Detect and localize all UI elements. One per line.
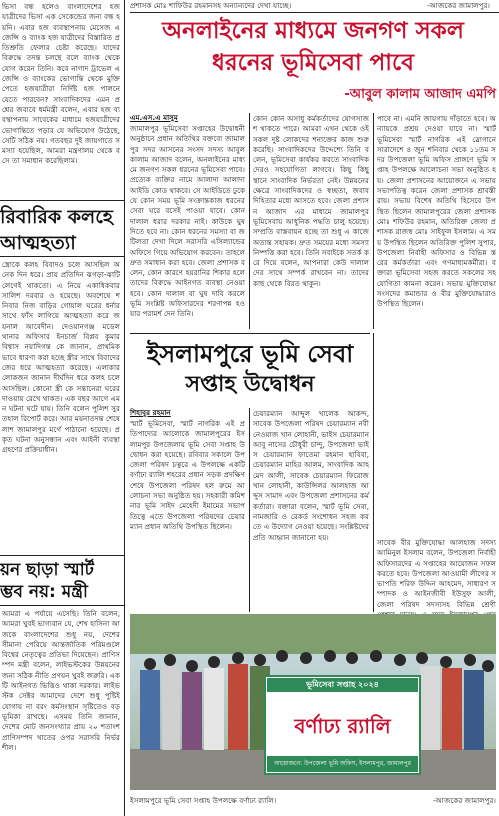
top-rule (130, 12, 499, 13)
banner-bottom-text: আয়োজনে: উপজেলা ভূমি অফিস, ইসলামপুর, জামালপুর (274, 760, 411, 767)
main-col-rule-2 (373, 113, 374, 329)
left-story1-text: ভিসা বন্ধ হলেও বাংলাদেশের হজযাত্রীদের ভিসা এক সেকেন্ডের জন্য বন্ধ হয়নি। এবার হজ ব্যবস্থাপনায় মেসেজ এজেন্সি ও ব্যাংক হজ যাত্রীদের বিস্তারিত প্রতিশ্রুতি ফেলার চেষ্টা করেছে। যাদের বিরুদ্ধে তদন্ত চলছে বলে ব্যাংক থেকে যোগ করেন তিনি। কবে নাগাদ ট্রাভেল এজেন্সি ও ব্যাংকের ভোগান্তি থেকে মুক্তি পেতে হজযাত্রীরা নির্দিষ্ট হজ পালনে যেতে পারবেন? সাংবাদিকদের এমন প্রশ্নের জবাবে ধর্মমন্ত্রী বলেন, এবার হজ ব্যবস্থাপনায় সাবেকের মাধ্যমে হজযাত্রীদের ভোগান্তিতে পড়ার যে অভিযোগ উঠেছে, সেটি সঠিক নয়। গতবছর দুই জায়গাতে সমস্যা হয়েছিল, আমরা মন্ত্রণালয় থেকে বসে তা সমাধান করেছিলাম। (2, 2, 120, 166)
second-headline-line1: ইসলামপুরে ভূমি সেবা (146, 340, 354, 368)
left-rule-2 (0, 256, 124, 257)
left-story3-text: আমরা এ পর্যায়ে এসেছি। তিনি বলেন, আমরা খুবই ভাগ্যবান যে, শেখ হাসিনা আজকে বাংলাদেশের শুধু নয়, দেশের সীমানা পেরিয়ে আন্তর্জাতিক পরিমণ্ডলে বিশ্বের নেতৃত্বের প্রতিভা দিয়েছেন। প্রাণিসম্পদ মন্ত্রী বলেন, লাইভস্টকের উন্নয়নের জন্য সঠিক নীতি প্রণয়ন খুবই জরুরি। একটি আইনগত ভিত্তিও থাকা দরকার। লাইভস্টক সেক্টর আমাদের দেশে শুধু পুষ্টিই যোগায় না বরং কর্মসংস্থান সৃষ্টিতেও বড় ভূমিকা রাখছে। এসময় তিনি জানান, দেশের মোট জনসংখ্যার প্রায় ২০ শতাংশ প্রাণিসম্পদ খাতের ওপর সরাসরি নির্ভরশীল। (2, 609, 120, 752)
left-rule-3 (0, 555, 124, 556)
banner-main-text: বর্ণাঢ্য র‍্যালি (294, 714, 391, 738)
second-headline-line2: সপ্তাহ উদ্বোধন (185, 372, 315, 397)
top-caption-credit: -আজকের জামালপুর। (427, 1, 490, 10)
left-column-rule (124, 0, 125, 816)
left-story2-text: স্ত্রোকে কলহ বিবাদও চলে আসছিল অনেক দিন ধরে। প্রায় প্রতিদিন ঝগড়া-ঝাটি লেগেই থাকতো। এ নিয়ে একাধিকবার সালিশ দরবার ও হয়েছে। অবশেষে শনিবার নিজ বাড়ির গোয়াল ঘরের ধর্নার সাথে ফাঁস লাগিয়ে আত্মহত্যা করে জয়নাল আবেদীন। দেওয়ানগঞ্জ মডেল থানার অফিসার ইনচার্জ বিপ্লব কুমার বিশ্বাস নয়াদিগন্ত কে জানান, প্রাথমিকভাবে ধারণা করা হচ্ছে স্ত্রীর সাথে বিবাদের জের ধরে আত্মহত্যা করেছে। এলাকার লোকজন জানান দীর্ঘদিন ধরে কলহ চলে আসছিল। কোনো স্ত্রী কে সন্তানেরা ঘরের দাওয়ায় রেখে থাকত। এক বছর আগে এমন ঘটনা ঘটে যায়। তিনি বলেন পুলিশ সুরতহাল রিপোর্ট করে। আর ময়নাতদন্ত শেষে লাশ জামালপুর মর্গে পাঠানো হয়েছে। প্রকৃত ঘটনা অনুসন্ধান এবং আইনী ব্যবস্থা গ্রহণের প্রক্রিয়াধীন। (2, 260, 120, 455)
second-col3: সাবেক বীর মুক্তিযোদ্ধা আলহাজ সদস্য আমিনুল ইসলাম বলেন, উপজেলা নির্বাহী অফিসারদের এ সপ্তাহের আয়োজন সফল করতে হবে। উপজেলা আওয়ামী লীগের সভাপতি শরিফ উদ্দিন আহমেদ, সাধারণ সম্পাদক ও আইনজীবী ইউসুফ আলী, জেলা পরিষদ সদস্যসহ বিভিন্ন শ্রেণী (377, 538, 496, 609)
main-col-rule-1 (249, 113, 250, 329)
main-col2: কোন কোন অসাধু কর্মকর্তাদের যোগসাজশ থাকতে পারে। আমরা এখন থেকে ওই সকল দুষ্ট লোকদের শনাক্তের কাজ শুরু করেছি। সাংবাদিকদের উদ্দেশ্যে তিনি বলেন, ভূমিসেবা কার্যকর করতে সাংবাদিকদেরও সহযোগিতা লাগবে। কিছু কিছু স্থানে সাংবাদিক নির্ভরতা নেই। উন্নয়নের ক্ষেত্রে সাংবাদিকদের ও স্বচ্ছতা, জবাবদিহিতার মধ্যে আসতে হবে। জেলা প্রশাসন আজাদ এর মাধ্যমে জামালপুর ভূমিসেবায় আধুনিক পদ্ধতি চালু হয়েছে। সম্প্রতি বাস্তবায়ন হচ্ছে তা শুধু এ কাজে অত্যন্ত সহায়ক। দ্রুত সময়ের মধ্যে সমস্যা নিষ্পত্তি করা হবে। তিনি সবাইকে সতর্ক করে দিয়ে বলেন, আপনারা কেউ দালালদের সাথে সম্পর্ক রাখবেন না। তাদের কাছ থেকে বিরত থাকুন। (253, 114, 369, 288)
second-col1: স্মার্ট ভূমিসেবা, স্মার্ট নাগরিক এই প্রতিপাদ্যের আলোকে জামালপুরের ইসলামপুর উপজেলায় ভূমি সেবা সপ্তাহ উদ্বোধন করা হয়েছে। রবিবার সকালে উপজেলা পরিষদ চত্বরে এ উপলক্ষে একটি বর্ণাঢ্য র‍্যালি শহরের প্রধান সড়ক প্রদক্ষিণ শেষে উপজেলা পরিষদ হল রুমে আলোচনা সভা অনুষ্ঠিত হয়। সহকারী কমিশনার ভূমি সাইদ মেহেদী ইমামের সভাপতিত্বে এতে উপজেলা পরিষদের চেয়ারম্যান প্রধান অতিথি উপস্থিত ছিলেন। (130, 419, 245, 531)
top-photo-caption-strip (130, 0, 490, 12)
left-headline-minister: ম্ভব নয়: মন্ত্রী (0, 582, 88, 602)
second-col-rule-2 (373, 333, 374, 612)
photo-caption-credit: -আজকের জামালপুর। (433, 796, 496, 805)
second-top-rule (130, 333, 370, 334)
left-headline-smart: য়ন ছাড়া স্মার্ট (0, 560, 94, 580)
main-reporter: এম.এস.এ মাসুম (130, 113, 178, 122)
banner-top-text: ভূমিসেবা সপ্তাহ ২০২৪ (306, 680, 379, 689)
main-byline: -আবুল কালাম আজাদ এমপি (344, 87, 496, 102)
rally-photo (130, 614, 496, 790)
left-headline-family-feud: রিবারিক কলহে (0, 206, 113, 228)
main-headline-line2: ধরনের ভূমিসেবা পাবে (212, 50, 414, 76)
photo-caption (130, 795, 496, 809)
main-headline-line1: অনলাইনের মাধ্যমে জনগণ সকল (162, 18, 464, 44)
left-rule-1 (0, 200, 124, 201)
left-headline-suicide: আত্মহত্যা (0, 232, 76, 254)
second-reporter: শিহাবুর রহমান (130, 408, 171, 417)
main-col1: জামালপুর ভূমিসেবা সপ্তাহের উদ্বোধনী অনুষ্ঠানে প্রধান অতিথির বক্তব্যে জামালপুর সদর আসনের সংসদ সদস্য আবুল কালাম আজাদ বলেন, অনলাইনের মাধ্যমে জনগণ সকল ধরনের ভূমিসেবা পাবে। প্রত্যেক ব্যক্তির নামে আলাদা আলাদা আইডি কোড থাকবে। সে আইডিতে ঢুকে যে কোন সময় ভূমি সংক্রান্তকাজ ধরনের সেবা ঘরে বসেই পাওয়া যাবে। কোন দালাল ধরার দরকার নাই। কাউকে ঘুষ দিতে হবে না। কোন ধরনের সমস্যা বা জটিলতা দেখা দিলে সরাসরি এসিল্যান্ডের অফিসে গিয়ে অভিযোগ করবেন। তাহলে দ্রুত সমাধান করা হবে। জেলা প্রশাসক বলেন, কোন কারণে হয়রানির শিকার হলে তাদের বিরুদ্ধে আইনগত ব্যবস্থা নেওয়া হবে। কোন দালাল বা ঘুষ দাবি করলে ভূমি সংশ্লিষ্ট অফিসারদের শরণাপন্ন হওয়ার পরামর্শ দেন তিনি। (130, 124, 245, 319)
second-col-rule-1 (249, 408, 250, 612)
photo-caption-text: ইসলামপুরে ভূমি সেবা সপ্তাহ উপলক্ষে বর্ণাঢ্য র‍্যালি। (130, 796, 277, 805)
main-col3: পাবে না। এমনি জায়গায় দাঁড়াতে হবে। অন্যায়কে প্রশ্রয় দেওয়া যাবে না। স্মার্ট ভূমিসেবা স্মার্ট নাগরিক এই স্লোগানে সারাদেশে ৪ জুন শনিবার থেকে ১১তম সদর উপজেলা ভূমি অফিস প্রাঙ্গণে ভূমি সপ্তাহ উপলক্ষে আলোচনা সভা অনুষ্ঠিত হয়। জেলা প্রশাসনের আয়োজনে এ সভায় সভাপতিত্ব করেন জেলা প্রশাসক শ্রাবস্তী রায়। সভায় বিশেষ অতিথি হিসেবে উপস্থিত ছিলেন জামালপুরের জেলা প্রশাসক মোঃ শফিউর রহমান, অতিরিক্ত জেলা প্রশাসক রাজস্ব মোঃ সাইফুল ইসলাম। এ সময় উপস্থিত ছিলেন অতিরিক্ত পুলিশ সুপার, উপজেলা নির্বাহী অফিসার ও বিভিন্ন স্তরের কর্মকর্তারা এবং গণমাধ্যমকর্মীরা। বক্তারা ভূমিসেবা সহজ করতে সকলের সহযোগিতা কামনা করেন। সভায় মুক্তিযোদ্ধা সংসদের কমান্ডার ও বীর মুক্তিযোদ্ধারাও উপস্থিত ছিলেন। (377, 114, 496, 309)
second-col2: চেয়ারম্যান আব্দুল খালেক আকন্দ, সাবেক উপজেলা পরিষদ চেয়ারম্যান নবী নেওয়াজ খান লোহানী, ভাইস চেয়ারম্যান আবু নাসের চৌধুরী চান্দু, উপজেলা ভাইস চেয়ারম্যান ফাতেমা রহমান হাবিবা, চেয়ারম্যান মাহির আলম, সাংবাদিক আহমেদ আলী, সাবেক চেয়ারম্যান ফিরোজ খান লোহানী, কাউন্সিলর আলহাজ আব্দুস সামাদ এবং উপজেলা প্রশাসনের কর্মকর্তারা। বক্তারা বলেন, স্মার্ট ভূমি সেবা, নামজারি ও রেকর্ড সংশোধন সহজ করতে এ উদ্যোগ নেওয়া হয়েছে। সংশ্লিষ্টদের প্রতি আহ্বান জানানো হয়। (253, 409, 369, 542)
left-rule-4 (0, 605, 124, 606)
top-caption-left: প্রশাসক মোঃ শাফিউর রহমানসহ অন্যান্যদের দেখা যাচ্ছে। (130, 1, 292, 10)
